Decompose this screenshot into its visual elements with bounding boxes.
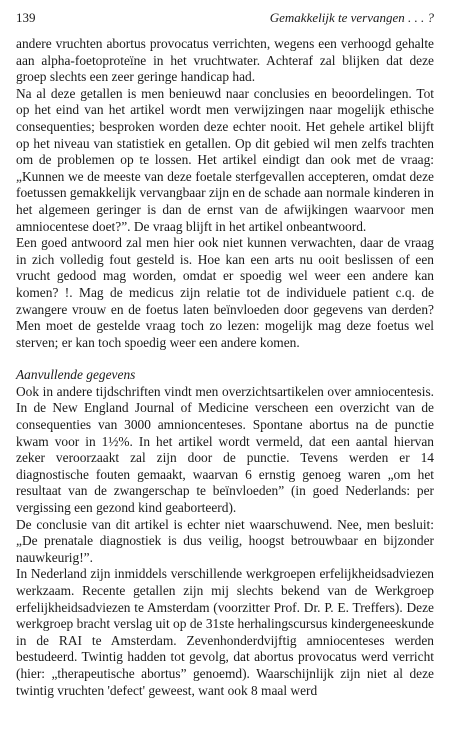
section-heading: Aanvullende gegevens <box>16 367 136 383</box>
paragraph: Een goed antwoord zal men hier ook niet kunnen verwachten, daar de vraag in zich volledig fout gesteld is. Hoe kan een arts nu ooit beslissen of een vrucht gedood mag worden, omdat er spoedig wel weer een andere kan komen? !. Mag de medicus zijn relatie tot de individuele patient c.q. de zwangere vrouw en de foetus laten beïnvloeden door gegevens van derden? Men moet de gestelde vraag toch zo lezen: mogelijk mag deze foetus wel sterven; er kan toch spoedig weer een andere komen. <box>16 235 434 350</box>
paragraph: In Nederland zijn inmiddels verschillende werkgroepen erfelijkheidsadviezen werkzaam. Recente getallen zijn mij slechts bekend van de Werkgroep erfelijkheidsadviezen te Amsterdam (voorzitter Prof. Dr. P. E. Treffers). Deze werkgroep bracht verslag uit op de 31ste herhalingscursus kindergeneeskunde in de RAI te Amsterdam. Zevenhonderdvijftig amniocenteses werden bestudeerd. Twintig hadden tot gevolg, dat abortus provocatus werd verricht (hier: „therapeutische abortus” genoemd). Waarschijnlijk zijn niet al deze twintig vruchten 'defect' geweest, want ook 8 maal werd <box>16 566 434 698</box>
article-body <box>16 36 434 699</box>
paragraph: Na al deze getallen is men benieuwd naar conclusies en beoordelingen. Tot op het eind van het artikel wordt men verwijzingen naar mogelijk ethische consequenties; besproken worden deze echter nooit. Het gehele artikel blijft op het niveau van statistiek en getallen. Op dit gebied wil men zelfs trachten om de problemen op te lossen. Het artikel eindigt dan ook met de vraag: „Kunnen we de meeste van deze foetale sterfgevallen accepteren, omdat deze foetussen gemakkelijk vervangbaar zijn en de schade aan normale kinderen in het algemeen geringer is dan de ernst van de afwijkingen waarvoor men amniocentese doet?”. De vraag blijft in het artikel onbeantwoord. <box>16 85 434 234</box>
paragraph: andere vruchten abortus provocatus verrichten, wegens een verhoogd gehalte aan alpha-foetoproteïne in het vruchtwater. Achteraf zal blijken dat deze groep slechts een zeer geringe handicap had. <box>16 36 434 85</box>
paragraph: De conclusie van dit artikel is echter niet waarschuwend. Nee, men besluit: „De prenatale diagnostiek is dus veilig, hoogst betrouwbaar en bijzonder nauwkeurig!”. <box>16 516 434 565</box>
page-number: 139 <box>16 10 36 25</box>
paragraph: Ook in andere tijdschriften vindt men overzichtsartikelen over amniocentesis. In de New England Journal of Medicine verscheen een overzicht van de consequenties van 3000 amnioncenteses. Spontane abortus na de punctie kwam voor in 1½%. In het artikel wordt vermeld, dat een aantal hiervan zeker veroorzaakt zal zijn door de punctie. Tevens werden er 14 diagnostische fouten gemaakt, waarvan 6 ernstig genoeg waren „om het resultaat van de zwangerschap te beïnvloeden” (in goed Nederlands: per vergissing een gezond kind geaborteerd). <box>16 383 434 516</box>
running-title: Gemakkelijk te vervangen . . . ? <box>269 10 434 25</box>
page-header <box>16 10 434 26</box>
